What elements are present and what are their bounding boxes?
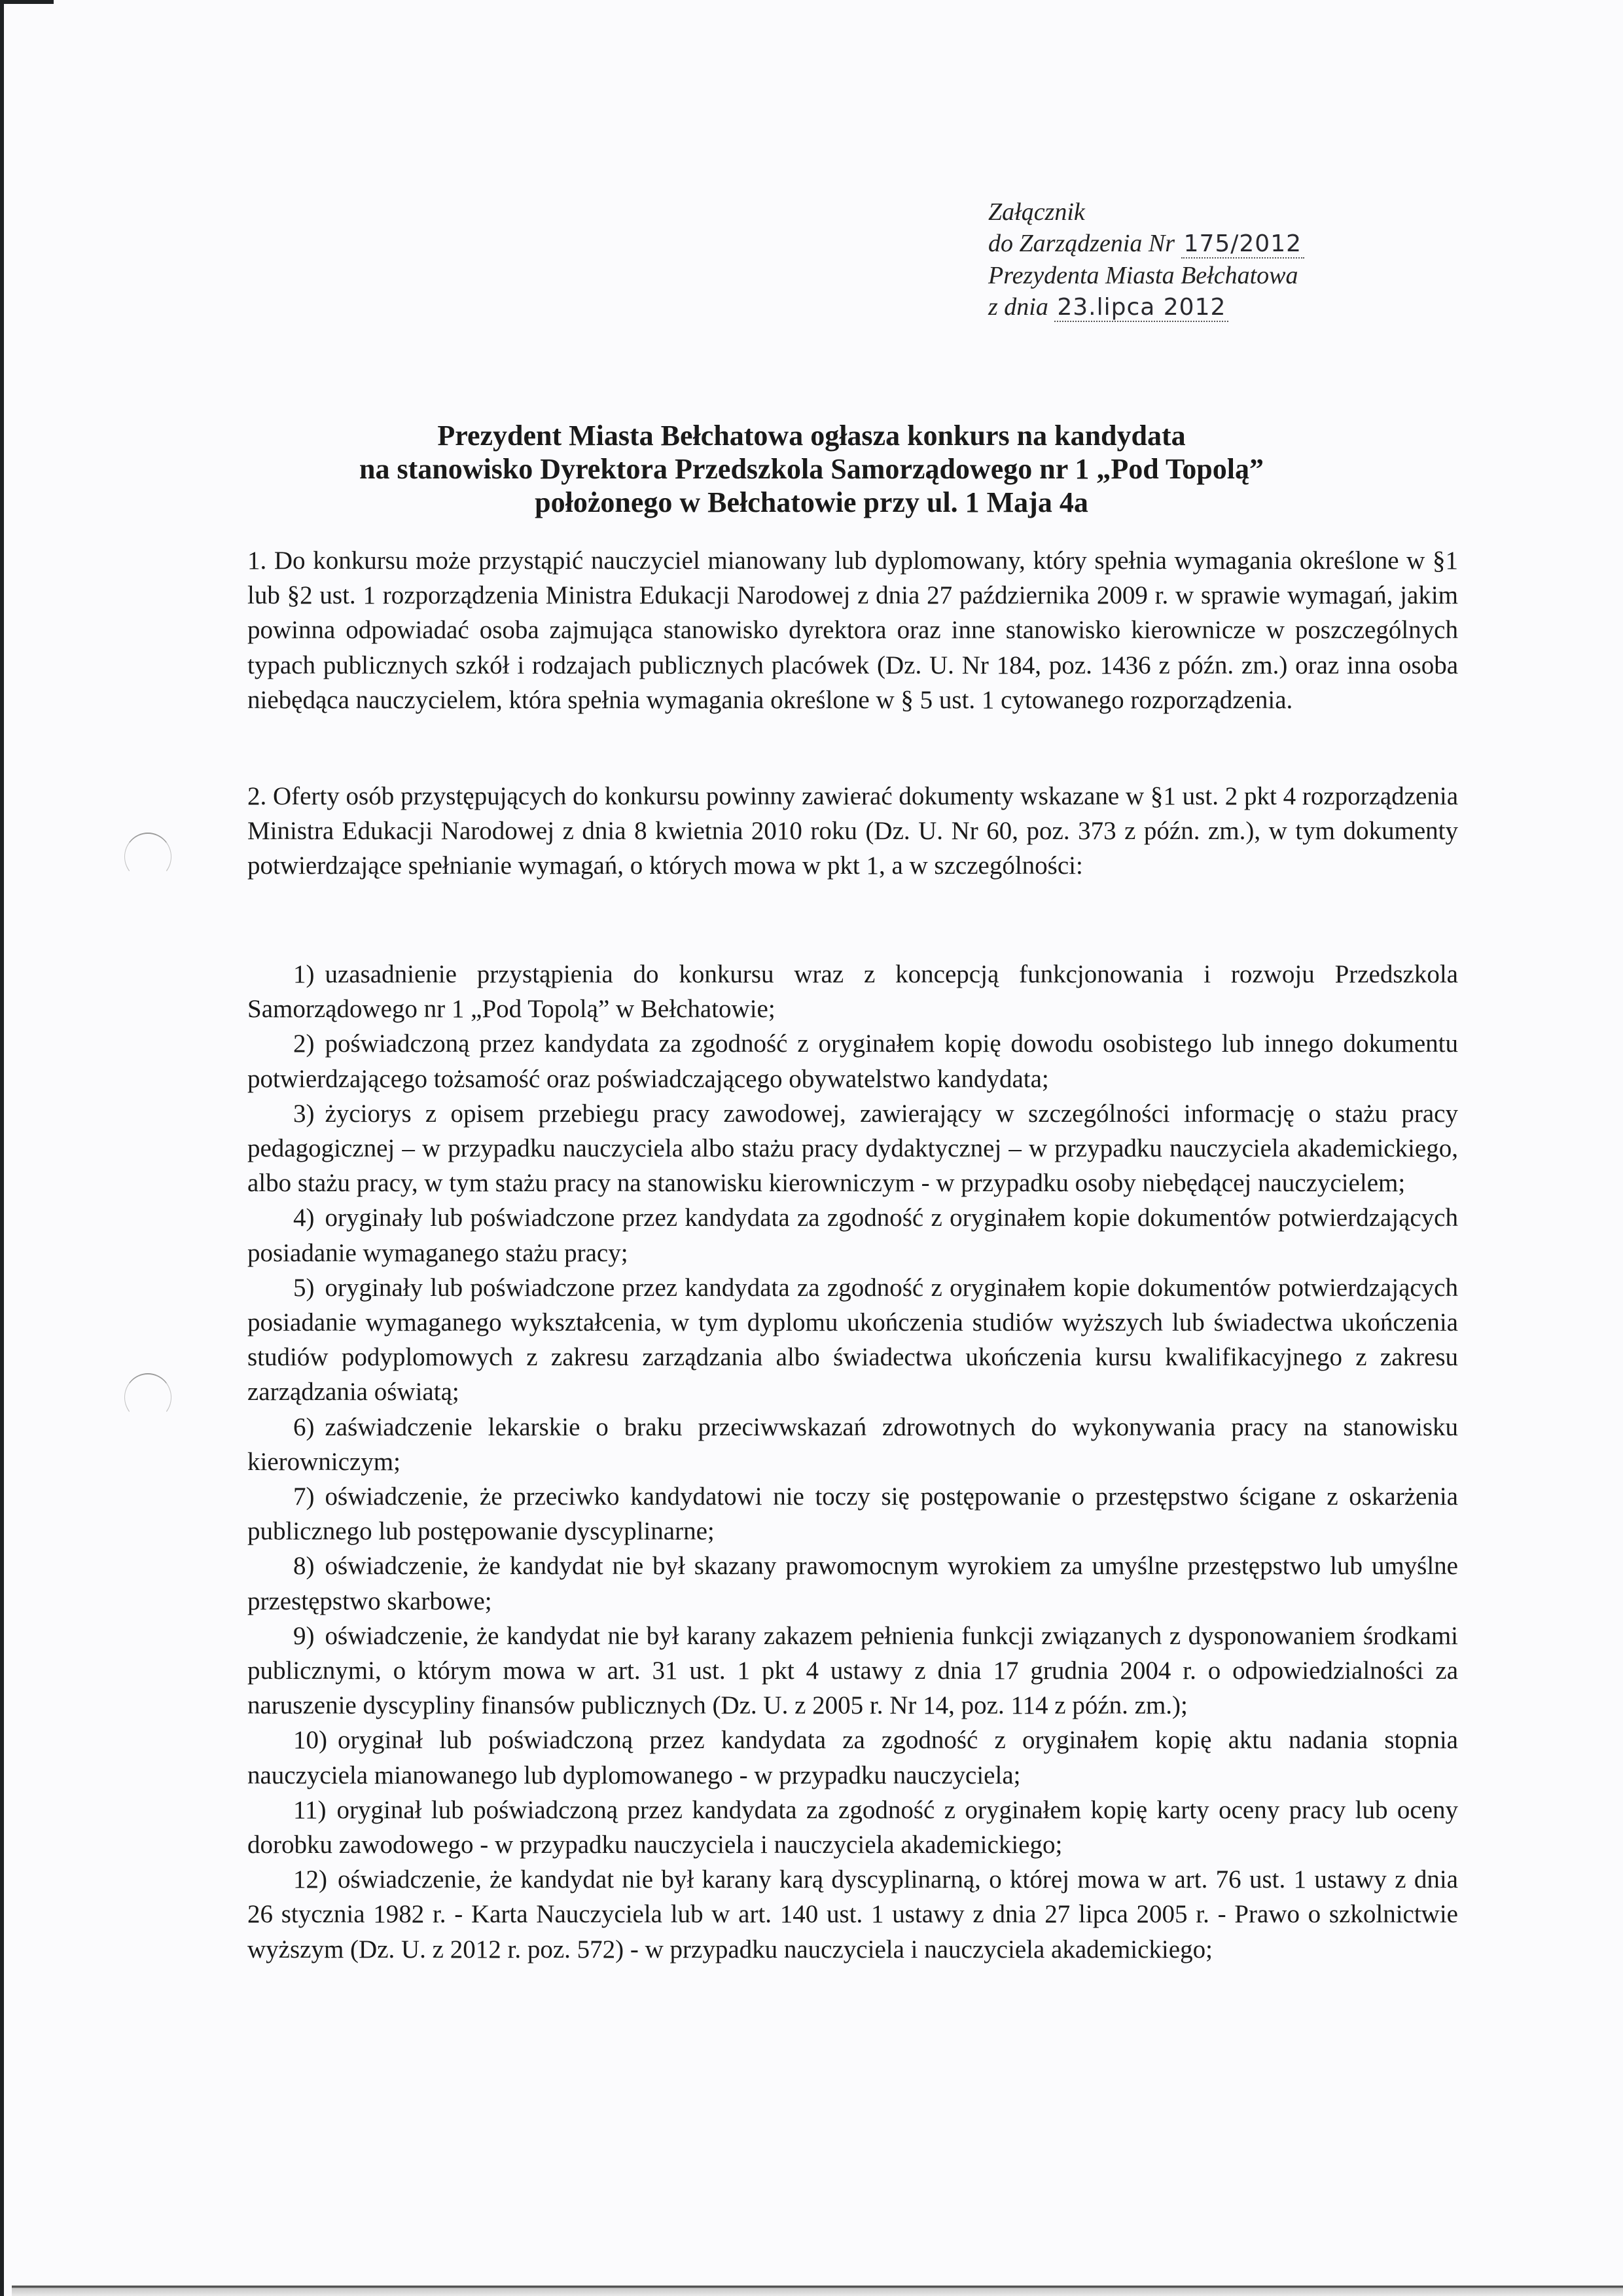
- punch-hole-mark: [124, 1373, 171, 1422]
- list-item-text: życiorys z opisem przebiegu pracy zawodowej, zawierający w szczególności informację o stażu pracy pedagogicznej – w przypadku nauczyciela albo stażu pracy dydaktycznej – w przypadku nauczyciela akademickiego, albo stażu pracy, w tym stażu pracy na stanowisku kierowniczym - w przypadku osoby niebędącej nauczycielem;: [247, 1099, 1458, 1198]
- list-item: [247, 957, 1458, 1026]
- list-item-text: oświadczenie, że kandydat nie był karany karą dyscyplinarną, o której mowa w art. 76 ust. 1 ustawy z dnia 26 stycznia 1982 r. - Karta Nauczyciela lub w art. 140 ust. 1 ustawy z dnia 27 lipca 2005 r. - Prawo o szkolnictwie wyższym (Dz. U. z 2012 r. poz. 572) - w przypadku nauczyciela i nauczyciela akademickiego;: [247, 1865, 1458, 1964]
- scan-edge-bottom: [12, 2286, 1623, 2296]
- list-item-text: uzasadnienie przystąpienia do konkursu wraz z koncepcją funkcjonowania i rozwoju Przedszkola Samorządowego nr 1 „Pod Topolą” w Bełchatowie;: [247, 960, 1458, 1024]
- list-item-text: oryginały lub poświadczone przez kandydata za zgodność z oryginałem kopie dokumentów potwierdzających posiadanie wymaganego wykształcenia, w tym dyplomu ukończenia studiów wyższych lub świadectwa ukończenia studiów podyplomowych z zakresu zarządzania albo świadectwa ukończenia kursu kwalifikacyjnego z zakresu zarządzania oświatą;: [247, 1273, 1458, 1407]
- handwritten-order-number: 175/2012: [1181, 230, 1304, 259]
- scan-edge-top: [0, 0, 54, 4]
- list-item-number: 1): [293, 960, 315, 988]
- list-item-text: oświadczenie, że kandydat nie był karany zakazem pełnienia funkcji związanych z dysponowaniem środkami publicznymi, o którym mowa w art. 31 ust. 1 pkt 4 ustawy z dnia 17 grudnia 2004 r. o odpowiedzialności za naruszenie dyscypliny finansów publicznych (Dz. U. z 2005 r. Nr 14, poz. 114 z późn. zm.);: [247, 1621, 1458, 1720]
- annex-issuer: Prezydenta Miasta Bełchatowa: [988, 262, 1298, 289]
- requirements-list: [247, 957, 1458, 1967]
- title-line-2: na stanowisko Dyrektora Przedszkola Samorządowego nr 1 „Pod Topolą”: [359, 453, 1264, 485]
- annex-date-prefix: z dnia: [988, 293, 1048, 321]
- list-item: [247, 1410, 1458, 1479]
- list-item: [247, 1862, 1458, 1967]
- annex-date-line: [988, 291, 1304, 323]
- list-item-number: 8): [293, 1552, 315, 1581]
- handwritten-date: 23.lipca 2012: [1054, 294, 1228, 322]
- paragraph-eligibility: 1. Do konkursu może przystąpić nauczyciel mianowany lub dyplomowany, który spełnia wymagania określone w §1 lub §2 ust. 1 rozporządzenia Ministra Edukacji Narodowej z dnia 27 października 2009 r. w sprawie wymagań, jakim powinna odpowiadać osoba zajmująca stanowisko dyrektora oraz inne stanowisko kierownicze w poszczególnych typach publicznych szkół i rodzajach publicznych placówek (Dz. U. Nr 184, poz. 1436 z późn. zm.) oraz inna osoba niebędąca nauczycielem, która spełnia wymagania określone w § 5 ust. 1 cytowanego rozporządzenia.: [247, 547, 1458, 714]
- list-item-text: poświadczoną przez kandydata za zgodność z oryginałem kopię dowodu osobistego lub innego dokumentu potwierdzającego tożsamość oraz poświadczającego obywatelstwo kandydata;: [247, 1030, 1458, 1093]
- list-item: [247, 1479, 1458, 1549]
- list-item-number: 2): [293, 1030, 315, 1058]
- annex-label: Załącznik: [988, 198, 1085, 226]
- list-item-text: oświadczenie, że kandydat nie był skazany prawomocnym wyrokiem za umyślne przestępstwo lub umyślne przestępstwo skarbowe;: [247, 1552, 1458, 1615]
- list-item: [247, 1619, 1458, 1723]
- title-line-1: Prezydent Miasta Bełchatowa ogłasza konkurs na kandydata: [437, 420, 1186, 452]
- document-title: [249, 419, 1374, 519]
- list-item-text: oświadczenie, że przeciwko kandydatowi nie toczy się postępowanie o przestępstwo ścigane z oskarżenia publicznego lub postępowanie dyscyplinarne;: [247, 1482, 1458, 1546]
- list-item: [247, 1026, 1458, 1096]
- list-item-number: 7): [293, 1482, 315, 1511]
- punch-hole-mark: [124, 833, 171, 881]
- list-item: [247, 1549, 1458, 1618]
- annex-order-prefix: do Zarządzenia Nr: [988, 230, 1175, 257]
- paragraph-required-documents: 2. Oferty osób przystępujących do konkursu powinny zawierać dokumenty wskazane w §1 ust. 2 pkt 4 rozporządzenia Ministra Edukacji Narodowej z dnia 8 kwietnia 2010 roku (Dz. U. Nr 60, poz. 373 z późn. zm.), w tym dokumenty potwierdzające spełnianie wymagań, o których mowa w pkt 1, a w szczególności:: [247, 782, 1458, 880]
- list-item-number: 3): [293, 1099, 315, 1128]
- list-item-text: oryginał lub poświadczoną przez kandydata za zgodność z oryginałem kopię karty oceny pracy lub oceny dorobku zawodowego - w przypadku nauczyciela i nauczyciela akademickiego;: [247, 1795, 1458, 1859]
- annex-order-line: [988, 228, 1304, 260]
- list-item-number: 10): [293, 1726, 327, 1755]
- list-item: [247, 1270, 1458, 1410]
- list-item-number: 4): [293, 1204, 315, 1232]
- list-item-number: 9): [293, 1621, 315, 1650]
- list-item-text: oryginały lub poświadczone przez kandydata za zgodność z oryginałem kopie dokumentów potwierdzających posiadanie wymaganego stażu pracy;: [247, 1204, 1458, 1267]
- list-item-text: oryginał lub poświadczoną przez kandydata za zgodność z oryginałem kopię aktu nadania stopnia nauczyciela mianowanego lub dyplomowanego - w przypadku nauczyciela;: [247, 1726, 1458, 1789]
- list-item-number: 11): [293, 1795, 327, 1824]
- list-item: [247, 1200, 1458, 1270]
- list-item-text: zaświadczenie lekarskie o braku przeciwwskazań zdrowotnych do wykonywania pracy na stanowisku kierowniczym;: [247, 1412, 1458, 1476]
- list-item-number: 12): [293, 1865, 327, 1894]
- list-item-number: 5): [293, 1273, 315, 1302]
- list-item: [247, 1096, 1458, 1201]
- scan-edge-left: [0, 0, 4, 2296]
- title-line-3: położonego w Bełchatowie przy ul. 1 Maja 4a: [535, 486, 1088, 518]
- list-item-number: 6): [293, 1412, 315, 1441]
- annex-header: [988, 196, 1304, 323]
- list-item: [247, 1793, 1458, 1862]
- list-item: [247, 1723, 1458, 1792]
